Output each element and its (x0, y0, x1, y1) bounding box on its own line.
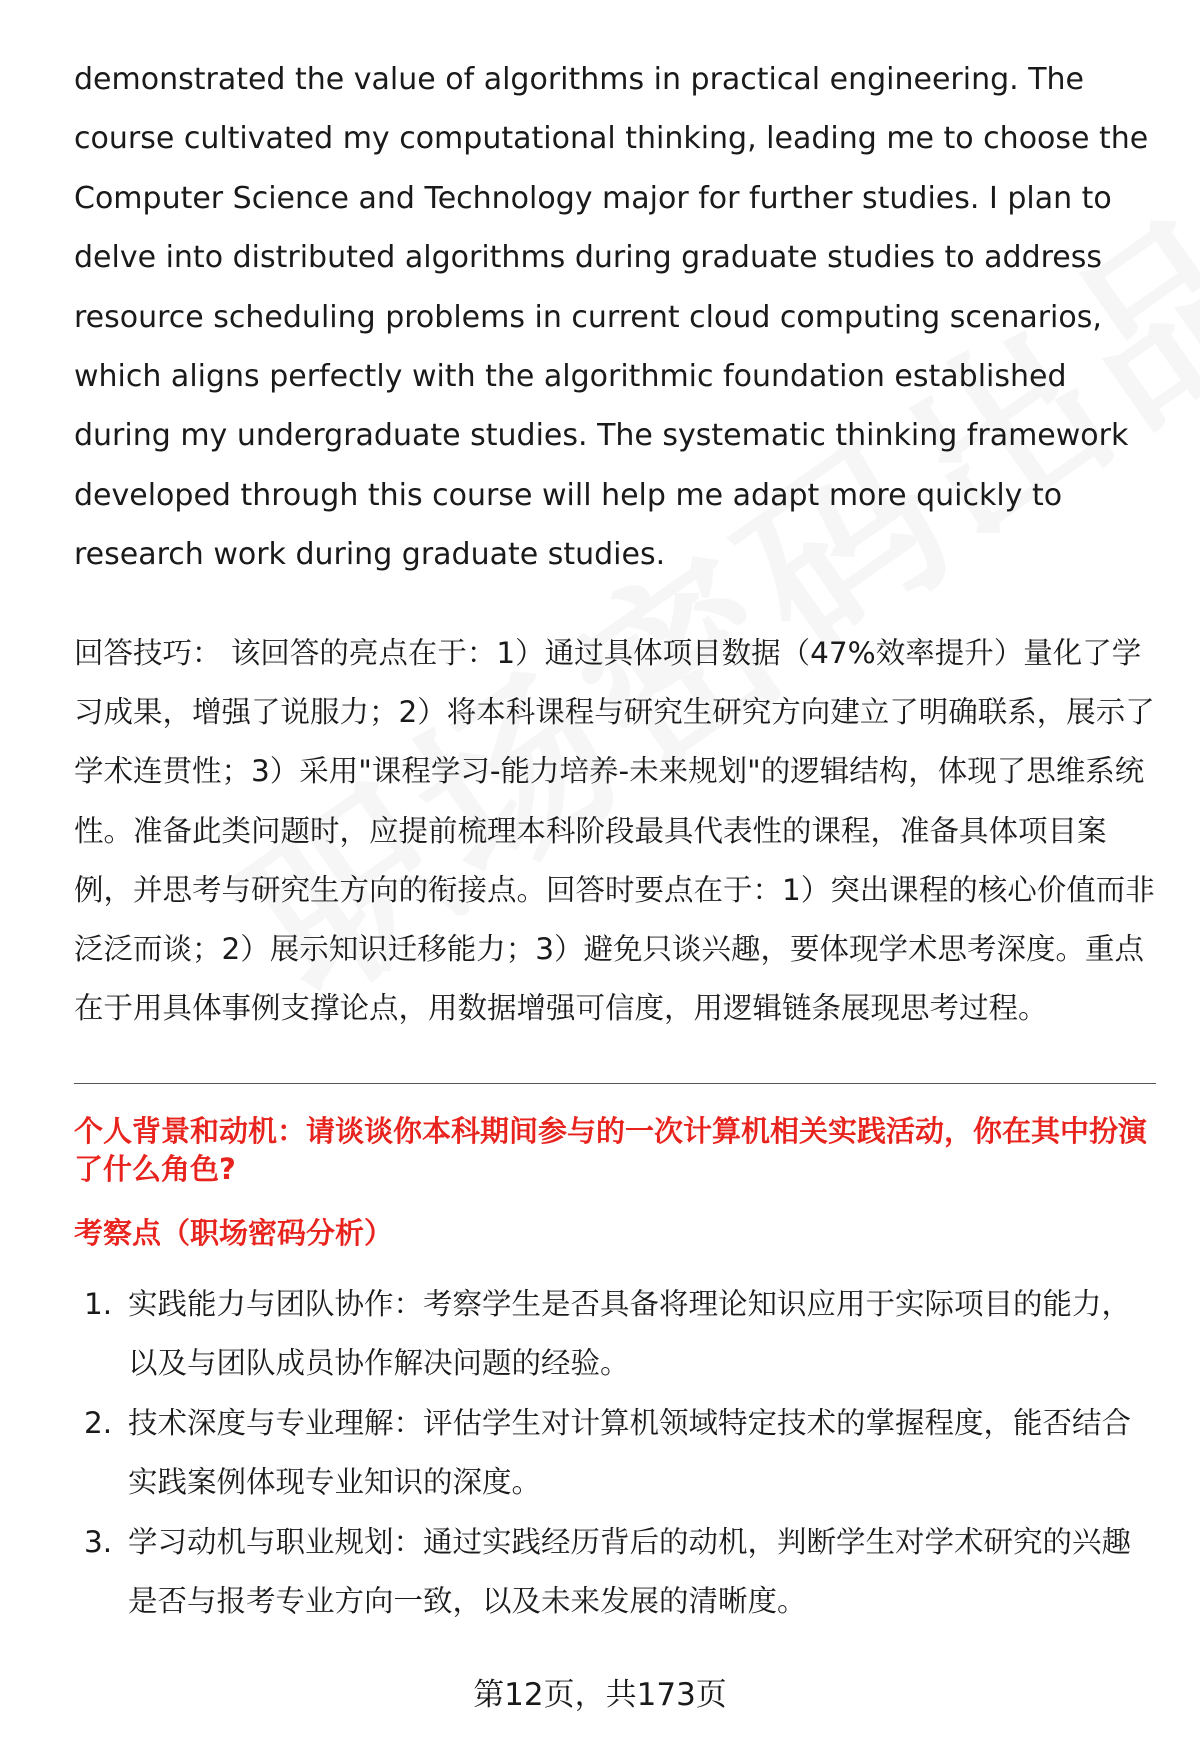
list-item (74, 1394, 1156, 1513)
intro-paragraph: demonstrated the value of algorithms in practical engineering. The course cultivated my computational thinking, leading me to choose the Computer Science and Technology major for further studies. I plan to delve into distributed algorithms during graduate studies to address resource scheduling problems in current cloud computing scenarios, which aligns perfectly with the algorithmic foundation established during my undergraduate studies. The systematic thinking framework developed through this course will help me adapt more quickly to research work during graduate studies. (74, 62, 1149, 573)
list-item (74, 1275, 1156, 1394)
list-item-text: 学习动机与职业规划：通过实践经历背后的动机，判断学生对学术研究的兴趣是否与报考专业方向一致，以及未来发展的清晰度。 (128, 1524, 1132, 1619)
assessment-points-list (74, 1275, 1156, 1632)
list-item-number: 3. (84, 1524, 113, 1559)
answer-tip-paragraph: 回答技巧： 该回答的亮点在于：1）通过具体项目数据（47%效率提升）量化了学习成果，增强了说服力；2）将本科课程与研究生研究方向建立了明确联系，展示了学术连贯性；3）采用"课程学习-能力培养-未来规划"的逻辑结构，体现了思维系统性。准备此类问题时，应提前梳理本科阶段最具代表性的课程，准备具体项目案例，并思考与研究生方向的衔接点。回答时要点在于：1）突出课程的核心价值而非泛泛而谈；2）展示知识迁移能力；3）避免只谈兴趣，要体现学术思考深度。重点在于用具体事例支撑论点，用数据增强可信度，用逻辑链条展现思考过程。 (74, 635, 1155, 1026)
section-divider (74, 1083, 1156, 1084)
list-item-number: 1. (84, 1286, 113, 1321)
question-heading: 个人背景和动机：请谈谈你本科期间参与的一次计算机相关实践活动，你在其中扮演了什么角色? (74, 1113, 1148, 1186)
assessment-points-heading: 考察点（职场密码分析） (74, 1215, 394, 1250)
list-item (74, 1513, 1156, 1632)
list-item-text: 技术深度与专业理解：评估学生对计算机领域特定技术的掌握程度，能否结合实践案例体现专业知识的深度。 (128, 1405, 1132, 1500)
document-page (74, 50, 1156, 1632)
list-item-text: 实践能力与团队协作：考察学生是否具备将理论知识应用于实际项目的能力，以及与团队成员协作解决问题的经验。 (128, 1286, 1132, 1381)
page-number-footer: 第12页，共173页 (473, 1677, 727, 1713)
list-item-number: 2. (84, 1405, 113, 1440)
